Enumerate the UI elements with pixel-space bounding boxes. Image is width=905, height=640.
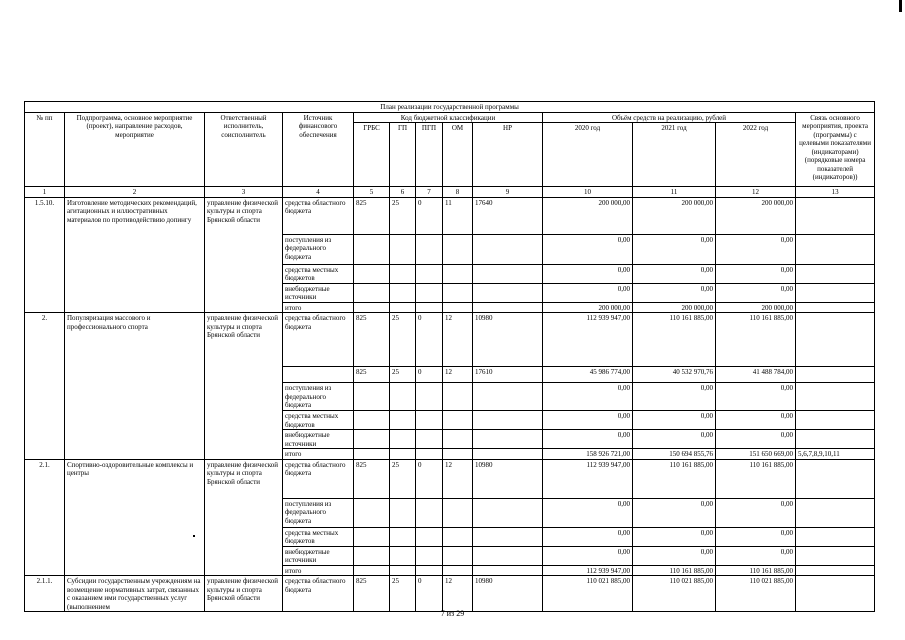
program-plan-table [24,101,875,612]
cell-gp [390,527,416,546]
cell-grbs [354,283,390,302]
column-number: 10 [543,187,633,198]
header-responsible: Ответственный исполнитель, соисполнитель [205,112,283,187]
cell-gp [390,234,416,264]
cell-nr: 17640 [473,197,543,234]
cell-gp: 25 [390,313,416,367]
title-row [25,102,875,113]
cell-om [443,527,473,546]
cell-link [796,367,875,383]
cell-om [443,264,473,283]
cell-link [796,313,875,367]
cell-nr [473,527,543,546]
column-number: 8 [443,187,473,198]
cell-y2022: 0,00 [716,527,796,546]
cell-y2020: 110 021 885,00 [543,576,633,612]
cell-y2020: 0,00 [543,383,633,411]
cell-om [443,302,473,313]
cell-grbs: 825 [354,367,390,383]
cell-y2021: 0,00 [633,430,716,449]
cell-om [443,430,473,449]
cell-y2021: 0,00 [633,411,716,430]
cell-pgp [416,430,443,449]
cell-num: 2.1.1. [25,576,65,612]
column-number: 6 [390,187,416,198]
cell-pgp [416,527,443,546]
cell-y2021: 0,00 [633,234,716,264]
cell-pgp: 0 [416,197,443,234]
column-number: 3 [205,187,283,198]
cell-source: итого [283,565,354,576]
cell-y2020: 0,00 [543,498,633,527]
cell-y2020: 0,00 [543,527,633,546]
cell-y2021: 110 161 885,00 [633,565,716,576]
cell-om: 12 [443,459,473,498]
cell-y2021: 0,00 [633,383,716,411]
cell-pgp: 0 [416,459,443,498]
cell-y2021: 110 021 885,00 [633,576,716,612]
cell-y2022: 110 161 885,00 [716,565,796,576]
cell-y2021: 200 000,00 [633,197,716,234]
cell-om: 12 [443,367,473,383]
cell-gp [390,383,416,411]
table-row [25,459,875,498]
header-nr: НР [473,123,543,187]
cell-y2022: 110 161 885,00 [716,459,796,498]
cell-num: 2.1. [25,459,65,576]
header-gp: ГП [390,123,416,187]
cell-grbs [354,264,390,283]
scan-edge-mark [899,0,902,12]
cell-y2021: 0,00 [633,546,716,565]
cell-gp [390,302,416,313]
header-pgp: ПГП [416,123,443,187]
cell-y2020: 200 000,00 [543,302,633,313]
header-row [25,112,875,123]
cell-om [443,411,473,430]
column-number: 4 [283,187,354,198]
column-number: 12 [716,187,796,198]
cell-nr [473,234,543,264]
header-name: Подпрограмма, основное мероприятие (проект), направление расходов, мероприятие [65,112,205,187]
column-number: 7 [416,187,443,198]
column-number: 5 [354,187,390,198]
cell-y2021: 0,00 [633,498,716,527]
cell-gp [390,449,416,460]
header-num: № пп [25,112,65,187]
cell-y2022: 200 000,00 [716,197,796,234]
header-2021: 2021 год [633,123,716,187]
cell-link [796,498,875,527]
cell-resp: управление физической культуры и спорта Брянской области [205,459,283,576]
cell-source: средства областного бюджета [283,313,354,367]
cell-y2022: 200 000,00 [716,302,796,313]
cell-link [796,411,875,430]
cell-source: поступления из федерального бюджета [283,498,354,527]
cell-pgp [416,411,443,430]
cell-link [796,565,875,576]
cell-source: средства областного бюджета [283,576,354,612]
cell-grbs: 825 [354,576,390,612]
cell-num: 2. [25,313,65,460]
cell-y2021: 150 694 855,76 [633,449,716,460]
cell-om [443,283,473,302]
cell-source: поступления из федерального бюджета [283,383,354,411]
cell-om [443,234,473,264]
cell-pgp [416,234,443,264]
cell-grbs [354,498,390,527]
cell-y2021: 110 161 885,00 [633,459,716,498]
cell-link: 5,6,7,8,9,10,11 [796,449,875,460]
cell-y2022: 0,00 [716,234,796,264]
cell-gp: 25 [390,197,416,234]
cell-source: внебюджетные источники [283,283,354,302]
cell-y2022: 0,00 [716,264,796,283]
table-body [25,102,875,612]
cell-y2020: 0,00 [543,264,633,283]
cell-source: средства местных бюджетов [283,411,354,430]
cell-grbs: 825 [354,197,390,234]
cell-y2020: 0,00 [543,234,633,264]
cell-num: 1.5.10. [25,197,65,313]
cell-grbs [354,565,390,576]
cell-y2020: 200 000,00 [543,197,633,234]
cell-y2020: 112 939 947,00 [543,313,633,367]
cell-source [283,367,354,383]
cell-link [796,576,875,612]
cell-link [796,546,875,565]
header-2022: 2022 год [716,123,796,187]
cell-link [796,264,875,283]
cell-gp [390,411,416,430]
cell-pgp: 0 [416,313,443,367]
cell-pgp [416,546,443,565]
cell-pgp [416,449,443,460]
cell-gp [390,498,416,527]
cell-y2021: 110 161 885,00 [633,313,716,367]
cell-resp: управление физической культуры и спорта Брянской области [205,313,283,460]
header-grbs: ГРБС [354,123,390,187]
cell-om [443,383,473,411]
cell-y2020: 45 986 774,00 [543,367,633,383]
cell-y2022: 0,00 [716,430,796,449]
cell-name: Субсидии государственным учреждениям на возмещение нормативных затрат, связанных с оказанием ими государственных услуг (выполнением [65,576,205,612]
cell-y2022: 41 488 784,00 [716,367,796,383]
cell-gp [390,264,416,283]
cell-nr [473,546,543,565]
header-code-group: Код бюджетной классификации [354,112,543,123]
cell-pgp [416,498,443,527]
cell-y2022: 0,00 [716,498,796,527]
table-row [25,313,875,367]
cell-nr [473,264,543,283]
cell-grbs [354,546,390,565]
cell-pgp [416,264,443,283]
column-number: 13 [796,187,875,198]
cell-grbs: 825 [354,459,390,498]
cell-om: 12 [443,576,473,612]
cell-source: средства местных бюджетов [283,527,354,546]
cell-gp [390,430,416,449]
cell-grbs [354,411,390,430]
cell-link [796,283,875,302]
header-2020: 2020 год [543,123,633,187]
cell-source: поступления из федерального бюджета [283,234,354,264]
cell-nr [473,449,543,460]
cell-y2020: 0,00 [543,283,633,302]
cell-om: 11 [443,197,473,234]
cell-nr [473,302,543,313]
cell-pgp [416,383,443,411]
cell-source: итого [283,449,354,460]
cell-resp: управление физической культуры и спорта Брянской области [205,576,283,612]
cell-grbs [354,527,390,546]
header-source: Источник финансового обеспечения [283,112,354,187]
cell-nr [473,383,543,411]
cell-y2021: 40 532 970,76 [633,367,716,383]
column-number: 1 [25,187,65,198]
cell-link [796,527,875,546]
cell-nr: 10980 [473,313,543,367]
cell-source: внебюджетные источники [283,430,354,449]
cell-pgp [416,565,443,576]
table-row [25,197,875,234]
cell-link [796,234,875,264]
page-number: 7 из 29 [440,609,465,618]
cell-pgp [416,302,443,313]
cell-y2021: 0,00 [633,527,716,546]
cell-y2022: 151 650 669,00 [716,449,796,460]
column-number: 11 [633,187,716,198]
cell-nr [473,283,543,302]
cell-nr [473,430,543,449]
cell-source: средства местных бюджетов [283,264,354,283]
cell-y2020: 0,00 [543,411,633,430]
cell-nr: 17610 [473,367,543,383]
cell-gp: 25 [390,367,416,383]
cell-nr: 10980 [473,576,543,612]
column-number-row [25,187,875,198]
cell-gp: 25 [390,576,416,612]
cell-link [796,383,875,411]
cell-source: средства областного бюджета [283,459,354,498]
cell-y2022: 0,00 [716,283,796,302]
cell-gp: 25 [390,459,416,498]
cell-y2021: 0,00 [633,264,716,283]
cell-link [796,459,875,498]
cell-resp: управление физической культуры и спорта Брянской области [205,197,283,313]
cell-pgp [416,283,443,302]
cell-om [443,546,473,565]
cell-source: средства областного бюджета [283,197,354,234]
document-page [24,101,874,611]
cell-y2021: 200 000,00 [633,302,716,313]
cell-gp [390,565,416,576]
cell-y2022: 0,00 [716,383,796,411]
cell-y2022: 0,00 [716,546,796,565]
cell-nr [473,411,543,430]
cell-y2020: 0,00 [543,546,633,565]
cell-pgp: 0 [416,367,443,383]
cell-name: Популяризация массового и профессионального спорта [65,313,205,460]
cell-gp [390,283,416,302]
cell-name: Спортивно-оздоровительные комплексы и центры [65,459,205,576]
cell-y2021: 0,00 [633,283,716,302]
cell-y2020: 112 939 947,00 [543,459,633,498]
column-number: 9 [473,187,543,198]
cell-name: Изготовление методических рекомендаций, агитационных и иллюстративных материалов по противодействию допингу [65,197,205,313]
cell-grbs [354,383,390,411]
cell-grbs [354,430,390,449]
cell-grbs [354,234,390,264]
cell-grbs: 825 [354,313,390,367]
cell-nr: 10980 [473,459,543,498]
cell-link [796,197,875,234]
cell-link [796,430,875,449]
cell-link [796,302,875,313]
table-row [25,576,875,612]
header-om: ОМ [443,123,473,187]
cell-y2022: 110 021 885,00 [716,576,796,612]
column-number: 2 [65,187,205,198]
cell-om [443,565,473,576]
cell-y2020: 112 939 947,00 [543,565,633,576]
cell-y2020: 158 926 721,00 [543,449,633,460]
cell-om: 12 [443,313,473,367]
cell-pgp: 0 [416,576,443,612]
header-link: Связь основного мероприятия, проекта (программы) с целевыми показателями (индикаторами) (порядковые номера показателей (индикаторов)) [796,112,875,187]
cell-y2022: 110 161 885,00 [716,313,796,367]
cell-grbs [354,302,390,313]
header-volume-group: Объём средств на реализацию, рублей [543,112,796,123]
cell-gp [390,546,416,565]
cell-source: итого [283,302,354,313]
cell-y2020: 0,00 [543,430,633,449]
cell-source: внебюджетные источники [283,546,354,565]
cell-om [443,449,473,460]
cell-nr [473,498,543,527]
plan-title: План реализации государственной программы [25,102,875,113]
cell-om [443,498,473,527]
cell-grbs [354,449,390,460]
cell-y2022: 0,00 [716,411,796,430]
cell-nr [473,565,543,576]
